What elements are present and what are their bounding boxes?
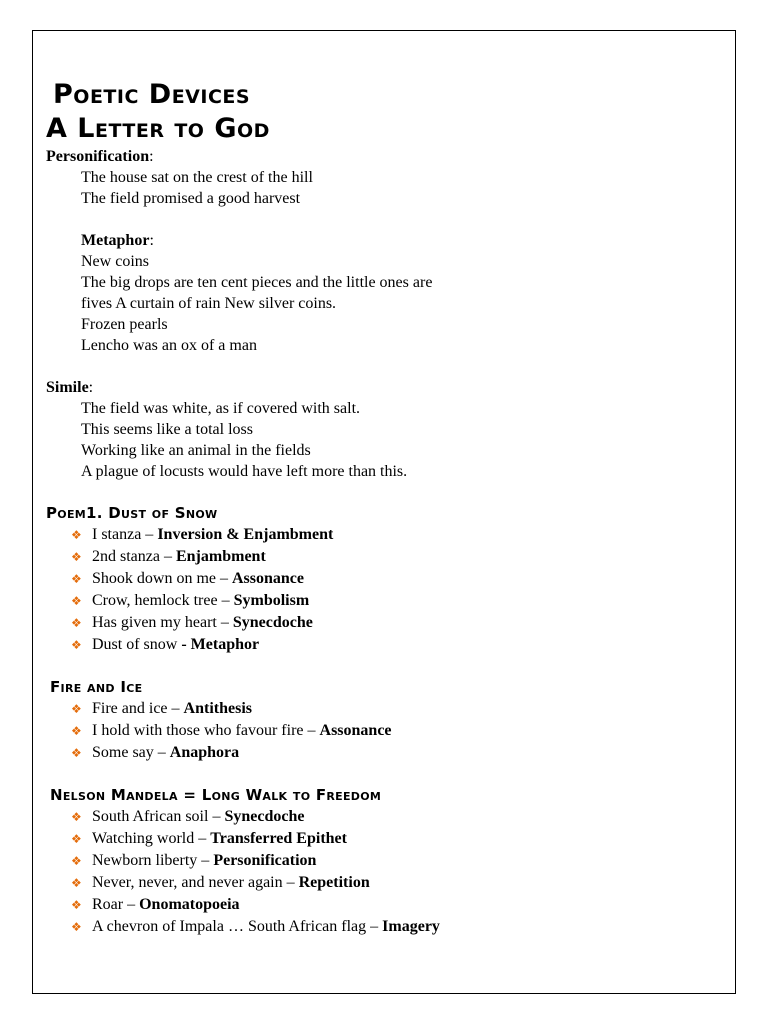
device-term: Transferred Epithet (210, 830, 347, 847)
diamond-bullet-icon: ❖ (71, 638, 82, 652)
metaphor-line: The big drops are ten cent pieces and the little ones are (81, 274, 433, 291)
diamond-bullet-icon: ❖ (71, 832, 82, 846)
item-text: Watching world – (92, 830, 211, 847)
device-term: Onomatopoeia (139, 896, 240, 913)
metaphor-colon: : (149, 232, 154, 249)
device-term: Personification (213, 852, 317, 869)
diamond-bullet-icon: ❖ (71, 528, 82, 542)
spacer (46, 209, 726, 230)
diamond-bullet-icon: ❖ (71, 702, 82, 716)
list-item (71, 612, 726, 634)
list-item (71, 524, 726, 546)
simile-line: This seems like a total loss (81, 421, 253, 438)
list-item (71, 698, 726, 720)
device-term: Assonance (319, 722, 392, 739)
diamond-bullet-icon: ❖ (71, 746, 82, 760)
dust-of-snow-list (46, 524, 726, 656)
diamond-bullet-icon: ❖ (71, 898, 82, 912)
simile-line: The field was white, as if covered with salt. (81, 400, 361, 417)
list-item (71, 742, 726, 764)
item-text: Newborn liberty – (92, 852, 214, 869)
item-text: Roar – (92, 896, 140, 913)
personification-heading (46, 146, 726, 167)
diamond-bullet-icon: ❖ (71, 876, 82, 890)
item-text: I stanza – (92, 526, 158, 543)
item-text: A chevron of Impala … South African flag – (92, 918, 383, 935)
item-text: Some say – (92, 744, 170, 761)
diamond-bullet-icon: ❖ (71, 594, 82, 608)
device-term: Assonance (232, 570, 305, 587)
list-item (71, 894, 726, 916)
item-text: South African soil – (92, 808, 225, 825)
metaphor-line: New coins (81, 253, 149, 270)
item-text: Crow, hemlock tree – (92, 592, 234, 609)
diamond-bullet-icon: ❖ (71, 572, 82, 586)
section-heading-long-walk-to-freedom: Nelson Mandela = Long Walk to Freedom (50, 786, 382, 804)
diamond-bullet-icon: ❖ (71, 854, 82, 868)
document-title: Poetic Devices (53, 79, 251, 110)
document-content (46, 78, 726, 938)
item-text: I hold with those who favour fire – (92, 722, 320, 739)
item-text: Dust of snow (92, 636, 182, 653)
fire-and-ice-list (46, 698, 726, 764)
device-term: Inversion & Enjambment (157, 526, 334, 543)
spacer (46, 764, 726, 785)
spacer (46, 356, 726, 377)
long-walk-to-freedom-list (46, 806, 726, 938)
metaphor-line: fives A curtain of rain New silver coins. (81, 295, 337, 312)
section-heading-dust-of-snow: Poem1. Dust of Snow (46, 504, 218, 522)
diamond-bullet-icon: ❖ (71, 920, 82, 934)
diamond-bullet-icon: ❖ (71, 810, 82, 824)
list-item (71, 916, 726, 938)
list-item (71, 568, 726, 590)
metaphor-line: Frozen pearls (81, 316, 168, 333)
item-text: Shook down on me – (92, 570, 232, 587)
device-term: Imagery (382, 918, 440, 935)
list-item (71, 546, 726, 568)
diamond-bullet-icon: ❖ (71, 550, 82, 564)
device-term: Synecdoche (224, 808, 305, 825)
list-item (71, 872, 726, 894)
item-text: 2nd stanza – (92, 548, 176, 565)
metaphor-heading (46, 230, 726, 251)
list-item (71, 806, 726, 828)
list-item (71, 850, 726, 872)
list-item (71, 720, 726, 742)
device-term: - Metaphor (181, 636, 260, 653)
diamond-bullet-icon: ❖ (71, 616, 82, 630)
list-item (71, 634, 726, 656)
device-term: Antithesis (183, 700, 252, 717)
list-item (71, 590, 726, 612)
personification-colon: : (149, 148, 154, 165)
item-text: Has given my heart – (92, 614, 233, 631)
item-text: Fire and ice – (92, 700, 184, 717)
personification-line: The house sat on the crest of the hill (81, 169, 313, 186)
personification-label: Personification (46, 148, 150, 165)
item-text: Never, never, and never again – (92, 874, 299, 891)
device-term: Synecdoche (232, 614, 313, 631)
simile-heading (46, 377, 726, 398)
diamond-bullet-icon: ❖ (71, 724, 82, 738)
personification-line: The field promised a good harvest (81, 190, 301, 207)
document-subtitle: A Letter to God (46, 113, 270, 144)
simile-label: Simile (46, 379, 89, 396)
list-item (71, 828, 726, 850)
section-heading-fire-and-ice: Fire and Ice (50, 678, 143, 696)
device-term: Anaphora (169, 744, 240, 761)
device-term: Enjambment (175, 548, 266, 565)
spacer (46, 656, 726, 677)
device-term: Symbolism (233, 592, 310, 609)
simile-line: Working like an animal in the fields (81, 442, 311, 459)
spacer (46, 482, 726, 503)
metaphor-line: Lencho was an ox of a man (81, 337, 257, 354)
metaphor-label: Metaphor (81, 232, 150, 249)
simile-line: A plague of locusts would have left more than this. (81, 463, 408, 480)
simile-colon: : (88, 379, 94, 396)
device-term: Repetition (298, 874, 370, 891)
